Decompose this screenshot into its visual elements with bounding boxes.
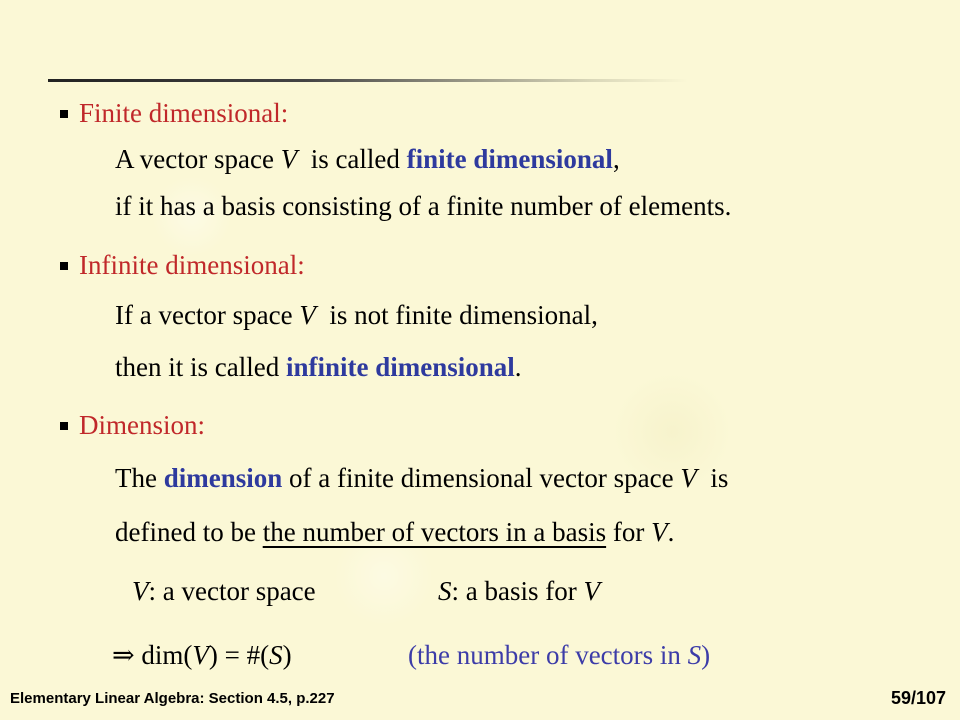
- text: of a finite dimensional vector space: [282, 463, 681, 493]
- variable-s: S: [687, 640, 702, 670]
- keyword-infinite-dimensional: infinite dimensional: [285, 352, 515, 382]
- text: then it is called: [115, 352, 286, 382]
- heading-finite-dimensional: Finite dimensional:: [79, 98, 289, 128]
- dimension-definition-line-2: [115, 517, 674, 548]
- text: .: [514, 352, 522, 382]
- text: : a basis for: [451, 576, 584, 606]
- variable-s: S: [269, 640, 283, 670]
- title-divider: [48, 79, 688, 82]
- text: is not finite dimensional,: [315, 300, 598, 330]
- dimension-definition-line-1: [115, 463, 728, 494]
- text: ,: [612, 144, 620, 174]
- basis-label: [438, 576, 600, 607]
- heading-dimension: Dimension:: [79, 410, 205, 440]
- infinite-definition-line-1: [115, 300, 598, 331]
- variable-v: V: [299, 300, 316, 330]
- variable-v: V: [651, 517, 668, 547]
- variable-v: V: [680, 463, 697, 493]
- text: The: [115, 463, 164, 493]
- footer-source: Elementary Linear Algebra: Section 4.5, p.227: [10, 690, 335, 707]
- text: .: [667, 517, 675, 547]
- text: : a vector space: [148, 576, 316, 606]
- variable-v: V: [192, 640, 209, 670]
- formula-note: [408, 640, 710, 671]
- infinite-definition-line-2: [115, 352, 522, 383]
- bullet-infinite-dimensional: [60, 250, 305, 281]
- bullet-dimension: [60, 410, 205, 441]
- bullet-square-icon: [60, 262, 68, 270]
- text: ) = #(: [208, 640, 270, 670]
- underlined-phrase: the number of vectors in a basis: [262, 517, 607, 547]
- text: for: [606, 517, 652, 547]
- keyword-dimension: dimension: [163, 463, 283, 493]
- text: If a vector space: [115, 300, 300, 330]
- variable-v: V: [132, 576, 149, 606]
- implies-arrow-icon: ⇒: [112, 640, 135, 670]
- text: defined to be: [115, 517, 263, 547]
- variable-s: S: [438, 576, 452, 606]
- text: ): [701, 640, 711, 670]
- text: ): [282, 640, 292, 670]
- heading-infinite-dimensional: Infinite dimensional:: [79, 250, 305, 280]
- text: (the number of vectors in: [408, 640, 688, 670]
- vector-space-label: [132, 576, 316, 607]
- text: is: [696, 463, 729, 493]
- finite-definition-line-1: [115, 144, 620, 175]
- text: is called: [297, 144, 407, 174]
- bullet-square-icon: [60, 110, 68, 118]
- text: A vector space: [115, 144, 281, 174]
- page-number: 59/107: [890, 688, 946, 708]
- finite-definition-line-2: if it has a basis consisting of a finite number of elements.: [115, 191, 732, 221]
- text: dim(: [134, 640, 193, 670]
- variable-v: V: [280, 144, 298, 174]
- keyword-finite-dimensional: finite dimensional: [406, 144, 613, 174]
- dimension-formula: [112, 640, 292, 671]
- variable-v: V: [583, 576, 600, 606]
- bullet-square-icon: [60, 422, 68, 430]
- bullet-finite-dimensional: [60, 98, 288, 129]
